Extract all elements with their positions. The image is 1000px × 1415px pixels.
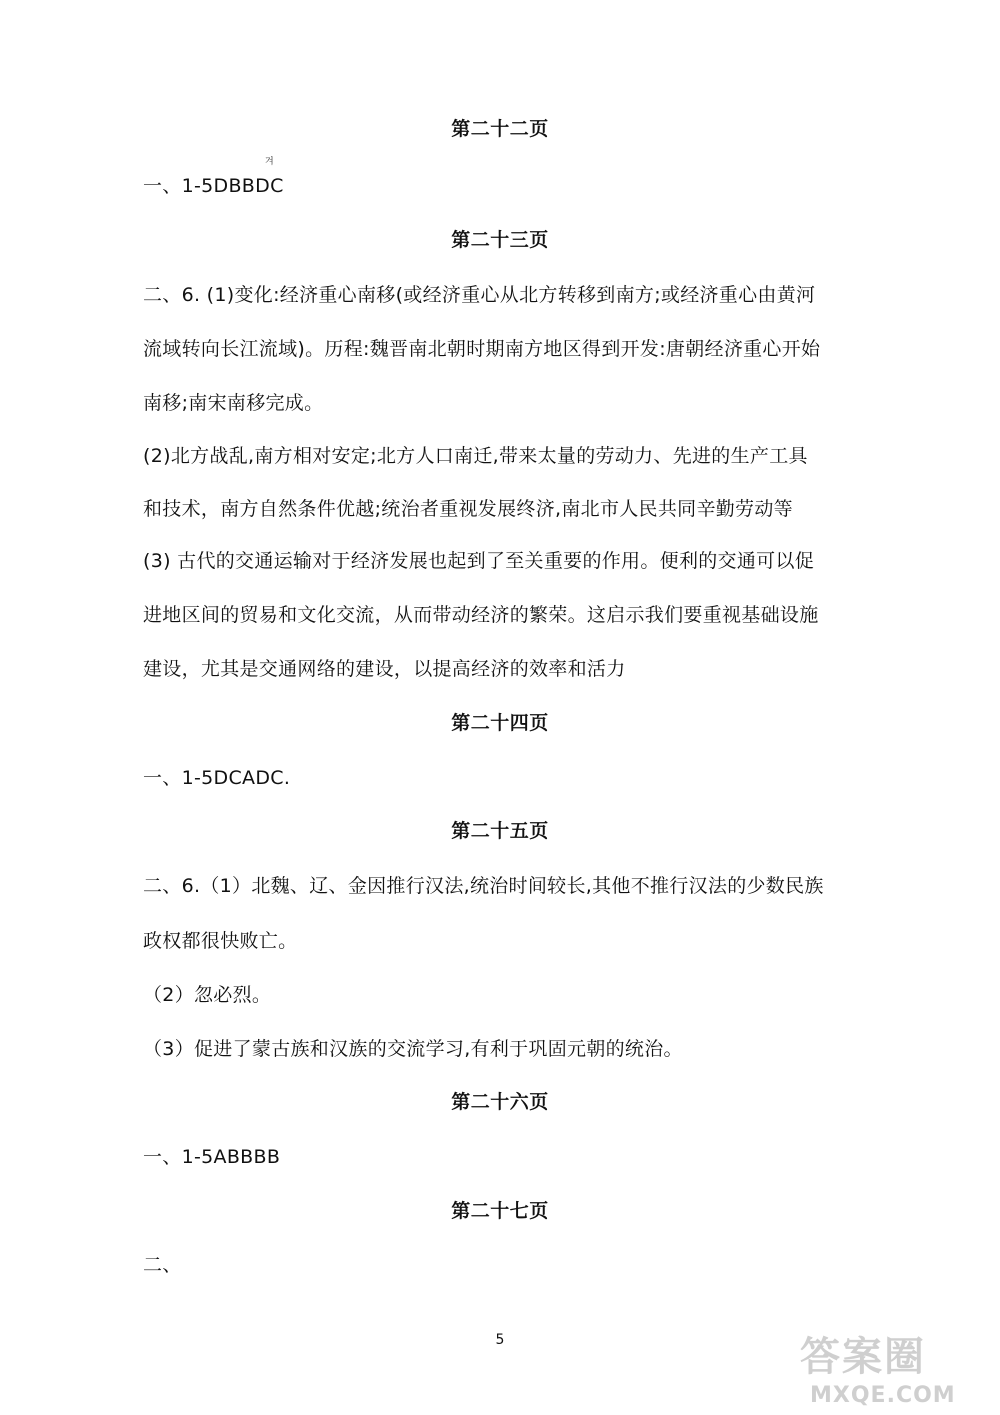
answer-line: （2）忽必烈。: [143, 984, 272, 1006]
watermark-logo-text: 答案圈: [800, 1334, 926, 1380]
page-number: 5: [495, 1332, 505, 1348]
answer-line: 二、6. (1)变化:经济重心南移(或经济重心从北方转移到南方;或经济重心由黄河: [143, 284, 816, 306]
section-heading: 第二十四页: [451, 712, 549, 734]
answer-line: 政权都很快败亡。: [143, 930, 298, 952]
section-heading: 第二十六页: [451, 1091, 549, 1113]
watermark-site-text: MXQE.COM: [810, 1383, 956, 1408]
answer-line: 进地区间的贸易和文化交流，从而带动经济的繁荣。这启示我们要重视基础设施: [143, 604, 819, 626]
section-heading: 第二十三页: [451, 229, 549, 251]
answer-line: 一、1-5DCADC.: [143, 767, 291, 789]
answer-line: (2)北方战乱,南方相对安定;北方人口南迁,带来太量的劳动力、先进的生产工具: [143, 445, 808, 467]
answer-line: 一、1-5ABBBB: [143, 1146, 281, 1168]
section-heading: 第二十二页: [451, 118, 549, 140]
section-heading: 第二十五页: [451, 820, 549, 842]
stray-mark: 겨: [265, 157, 274, 167]
answer-line: 建设，尤其是交通网络的建设，以提高经济的效率和活力: [143, 658, 626, 680]
answer-line: (3) 古代的交通运输对于经济发展也起到了至关重要的作用。便利的交通可以促: [143, 550, 815, 572]
answer-line: 一、1-5DBBDC: [143, 175, 284, 197]
answer-line: 和技术，南方自然条件优越;统治者重视发展终济,南北市人民共同辛勤劳动等: [143, 498, 793, 520]
answer-line: 南移;南宋南移完成。: [143, 392, 324, 414]
answer-line: 二、6.（1）北魏、辽、金因推行汉法,统治时间较长,其他不推行汉法的少数民族: [143, 875, 824, 897]
answer-line: （3）促进了蒙古族和汉族的交流学习,有利于巩固元朝的统治。: [143, 1038, 683, 1060]
site-watermark: [800, 1335, 990, 1410]
answer-line: 二、: [143, 1254, 182, 1276]
answer-line: 流域转向长江流域)。历程:魏晋南北朝时期南方地区得到开发:唐朝经济重心开始: [143, 338, 821, 360]
section-heading: 第二十七页: [451, 1200, 549, 1222]
